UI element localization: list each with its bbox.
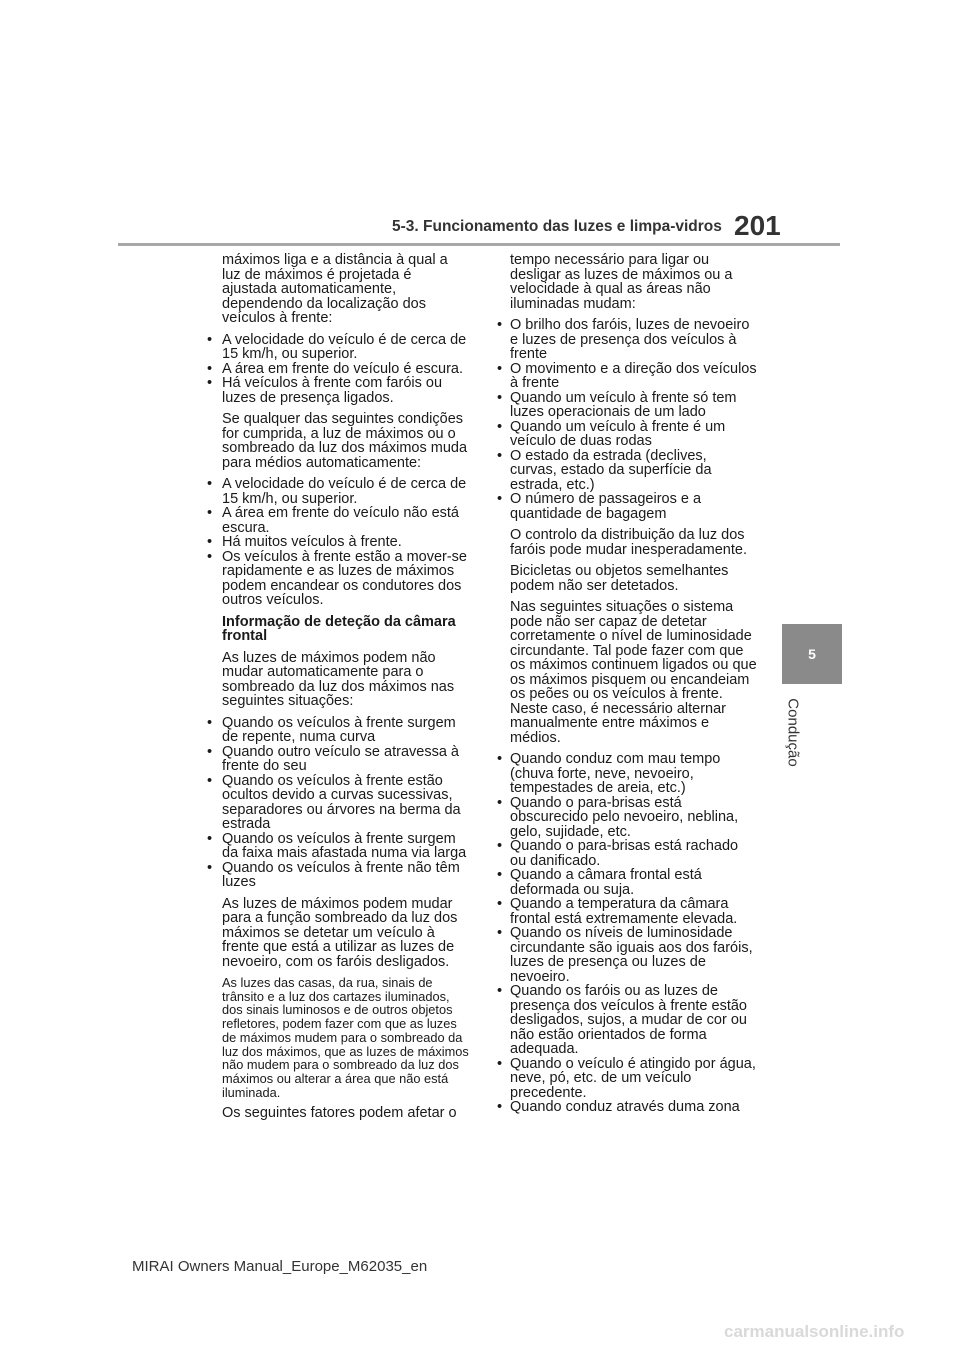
list-item: • Quando um veículo à frente só tem luzes operacionais de um lado <box>493 391 757 420</box>
bullet-list <box>493 318 757 521</box>
subheading: Informação de deteção da câmara frontal <box>222 613 456 644</box>
section-title: 5-3. Funcionamento das luzes e limpa-vidros <box>392 218 722 235</box>
paragraph: As luzes de máximos podem não mudar automaticamente para o sombreado da luz dos máximos nas seguintes situações: <box>222 649 455 709</box>
list-item: • Quando o para-brisas está obscurecido pelo nevoeiro, neblina, gelo, sujidade, etc. <box>493 796 757 840</box>
list-item: • Quando a temperatura da câmara frontal está extremamente elevada. <box>493 897 757 926</box>
list-item: • O brilho dos faróis, luzes de nevoeiro e luzes de presença dos veículos à frente <box>493 318 757 362</box>
paragraph-small: As luzes das casas, da rua, sinais de trânsito e a luz dos cartazes iluminados, dos sinais luminosos e de outros objetos refletores, podem fazer com que as luzes de máximos mudem para o sombreado da luz dos máximos, que as luzes de máximos não mudem para o sombreado da luz dos máximos ou alterar a área que não está iluminada. <box>222 975 469 1100</box>
chapter-tab: 5 <box>782 624 842 684</box>
list-item: • Quando os veículos à frente estão ocultos devido a curvas sucessivas, separadores ou árvores na berma da estrada <box>205 774 470 832</box>
list-item: • A velocidade do veículo é de cerca de 15 km/h, ou superior. <box>205 477 470 506</box>
paragraph: Bicicletas ou objetos semelhantes podem não ser detetados. <box>510 563 729 594</box>
list-item: • Há veículos à frente com faróis ou luzes de presença ligados. <box>205 376 470 405</box>
list-item: • Quando o veículo é atingido por água, neve, pó, etc. de um veículo precedente. <box>493 1057 757 1101</box>
bullet-list <box>205 477 470 608</box>
list-item: • Quando outro veículo se atravessa à frente do seu <box>205 745 470 774</box>
list-item: • Há muitos veículos à frente. <box>205 535 470 550</box>
header-divider <box>118 243 840 246</box>
list-item: • Quando conduz através duma zona <box>493 1100 757 1115</box>
paragraph: tempo necessário para ligar ou desligar as luzes de máximos ou a velocidade à qual as áreas não iluminadas mudam: <box>510 252 733 312</box>
footer-doc-title: MIRAI Owners Manual_Europe_M62035_en <box>132 1258 428 1275</box>
list-item: • Quando o para-brisas está rachado ou danificado. <box>493 839 757 868</box>
chapter-label <box>772 692 814 772</box>
watermark: carmanualsonline.info <box>724 1322 905 1341</box>
paragraph: Nas seguintes situações o sistema pode não ser capaz de detetar corretamente o nível de luminosidade circundante. Tal pode fazer com que os máximos continuem ligados ou que os máximos pisquem ou encandeiam os peões ou os veículos à frente. Neste caso, é necessário alternar manualmente entre máximos e médios. <box>510 599 757 746</box>
list-item: • A área em frente do veículo não está escura. <box>205 506 470 535</box>
left-column <box>205 253 470 1128</box>
bullet-list <box>493 752 757 1115</box>
list-item: • O movimento e a direção dos veículos à frente <box>493 362 757 391</box>
list-item: • A velocidade do veículo é de cerca de 15 km/h, ou superior. <box>205 333 470 362</box>
paragraph: máximos liga e a distância à qual a luz de máximos é projetada é ajustada automaticamente, dependendo da localização dos veículos à frente: <box>222 252 448 326</box>
list-item: • O número de passageiros e a quantidade de bagagem <box>493 492 757 521</box>
list-item: • Quando os veículos à frente surgem de repente, numa curva <box>205 716 470 745</box>
list-item: • A área em frente do veículo é escura. <box>205 362 470 377</box>
list-item: • Quando conduz com mau tempo (chuva forte, neve, nevoeiro, tempestades de areia, etc.) <box>493 752 757 796</box>
list-item: • Quando os faróis ou as luzes de presença dos veículos à frente estão desligados, sujos, a mudar de cor ou não estão orientados de forma adequada. <box>493 984 757 1057</box>
list-item: • Quando os veículos à frente não têm luzes <box>205 861 470 890</box>
list-item: • Quando a câmara frontal está deformada ou suja. <box>493 868 757 897</box>
chapter-label-text: Condução <box>784 697 802 767</box>
bullet-list <box>205 333 470 406</box>
list-item: • Quando os veículos à frente surgem da faixa mais afastada numa via larga <box>205 832 470 861</box>
list-item: • Quando um veículo à frente é um veículo de duas rodas <box>493 420 757 449</box>
list-item: • Os veículos à frente estão a mover-se rapidamente e as luzes de máximos podem encandear os condutores dos outros veículos. <box>205 550 470 608</box>
paragraph: Se qualquer das seguintes condições for cumprida, a luz de máximos ou o sombreado da luz dos máximos muda para médios automaticamente: <box>222 411 468 471</box>
page-number: 201 <box>734 210 781 241</box>
paragraph: O controlo da distribuição da luz dos faróis pode mudar inesperadamente. <box>510 527 747 558</box>
list-item: • Quando os níveis de luminosidade circundante são iguais aos dos faróis, luzes de presença ou luzes de nevoeiro. <box>493 926 757 984</box>
paragraph: As luzes de máximos podem mudar para a função sombreado da luz dos máximos se detetar um veículo à frente que está a utilizar as luzes de nevoeiro, com os faróis desligados. <box>222 895 458 970</box>
list-item: • O estado da estrada (declives, curvas, estado da superfície da estrada, etc.) <box>493 449 757 493</box>
bullet-list <box>205 716 470 890</box>
right-column <box>493 253 757 1122</box>
paragraph: Os seguintes fatores podem afetar o <box>222 1105 457 1122</box>
